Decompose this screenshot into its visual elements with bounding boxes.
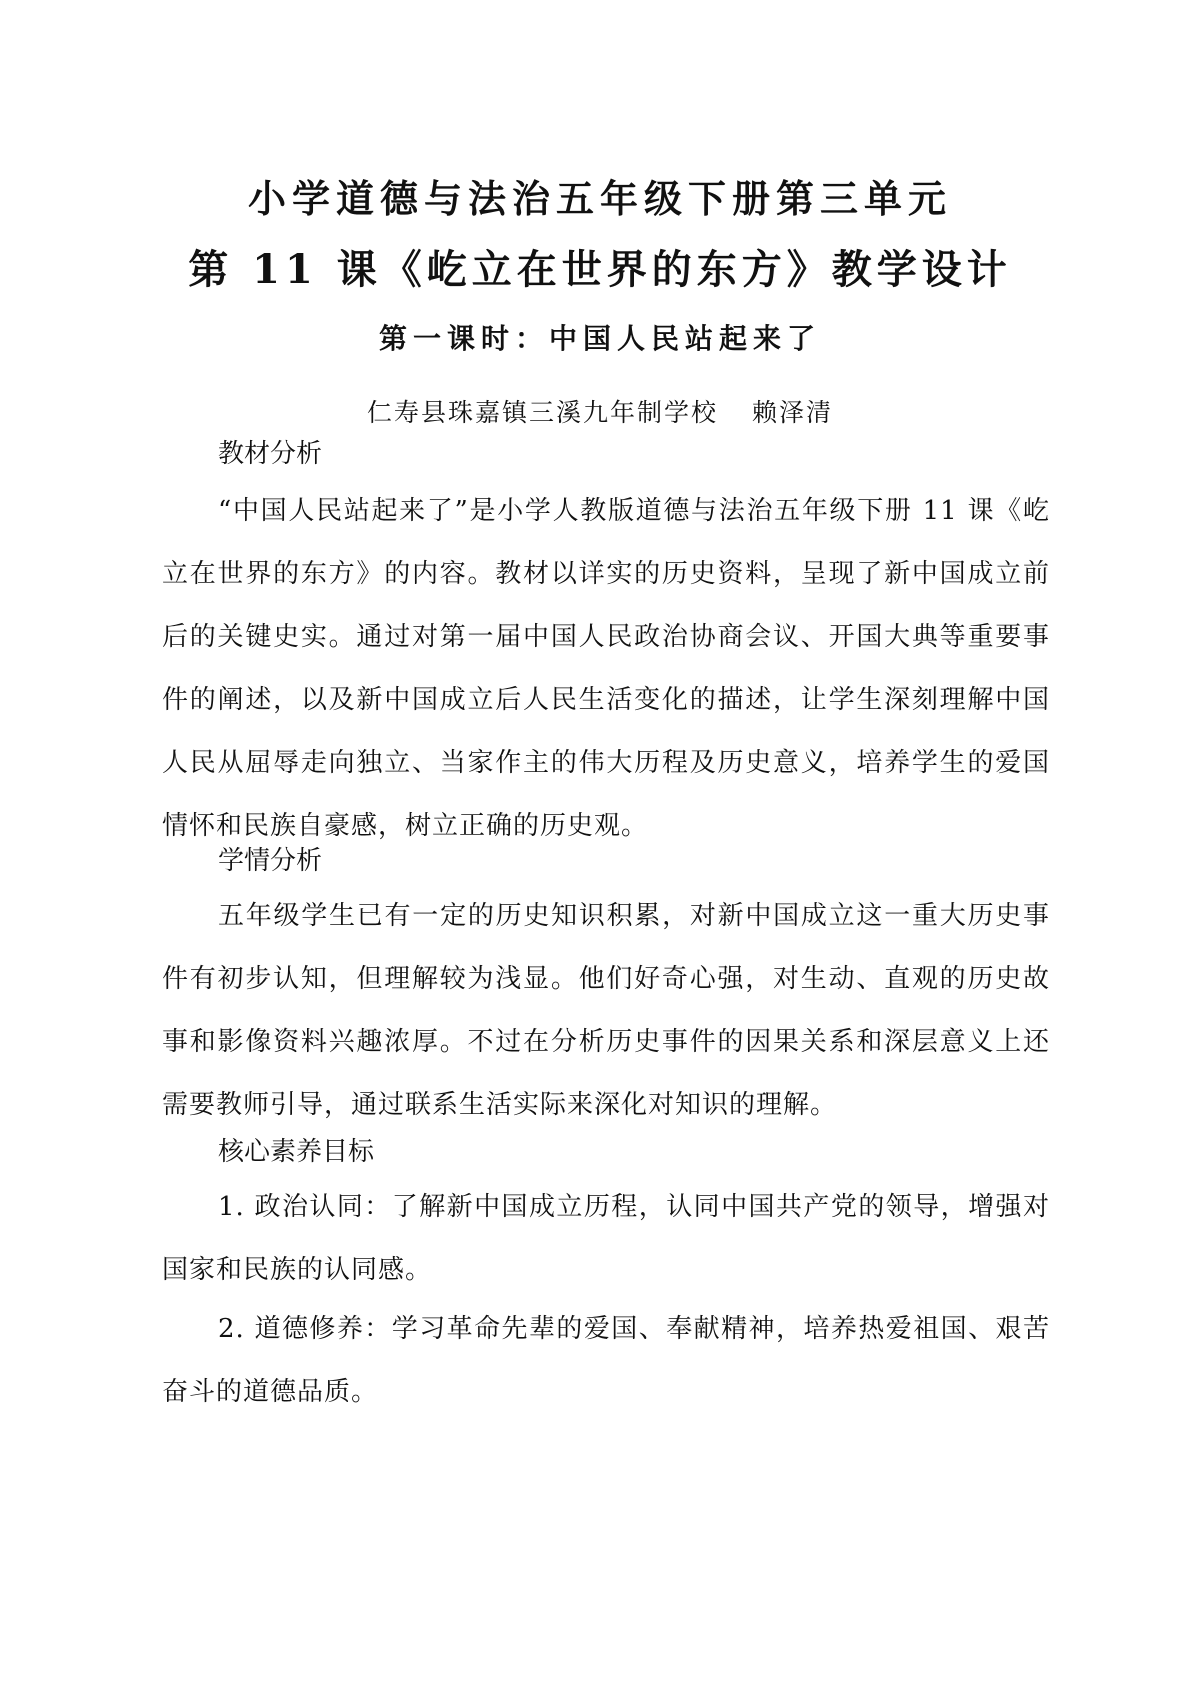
section-heading-student-analysis: 学情分析 [218,846,323,876]
lesson-subtitle: 第一课时：中国人民站起来了 [378,322,821,355]
section-heading-material-analysis: 教材分析 [218,439,323,469]
goal-item-2: 2. 道德修养：学习革命先辈的爱国、奉献精神，培养热爱祖国、艰苦奋斗的道德品质。 [162,1314,1050,1407]
goal-item-1: 1. 政治认同：了解新中国成立历程，认同中国共产党的领导，增强对国家和民族的认同感。 [162,1192,1050,1285]
author-line [0,393,1200,429]
section-heading-core-goals: 核心素养目标 [218,1137,375,1167]
document-title-line-1: 小学道德与法治五年级下册第三单元 [247,176,952,221]
school-name: 仁寿县珠嘉镇三溪九年制学校 [366,398,718,427]
paragraph-student-analysis: 五年级学生已有一定的历史知识积累，对新中国成立这一重大历史事件有初步认知，但理解较为浅显。他们好奇心强，对生动、直观的历史故事和影像资料兴趣浓厚。不过在分析历史事件的因果关系和深层意义上还需要教师引导，通过联系生活实际来深化对知识的理解。 [162,901,1050,1120]
document-title-line-2: 第 11 课《屹立在世界的东方》教学设计 [188,246,1012,293]
paragraph-material-analysis: “中国人民站起来了”是小学人教版道德与法治五年级下册 11 课《屹立在世界的东方》的内容。教材以详实的历史资料，呈现了新中国成立前后的关键史实。通过对第一届中国人民政治协商会议、开国大典等重要事件的阐述，以及新中国成立后人民生活变化的描述，让学生深刻理解中国人民从屈辱走向独立、当家作主的伟大历程及历史意义，培养学生的爱国情怀和民族自豪感，树立正确的历史观。 [162,496,1050,841]
author-name: 赖泽清 [752,398,834,427]
